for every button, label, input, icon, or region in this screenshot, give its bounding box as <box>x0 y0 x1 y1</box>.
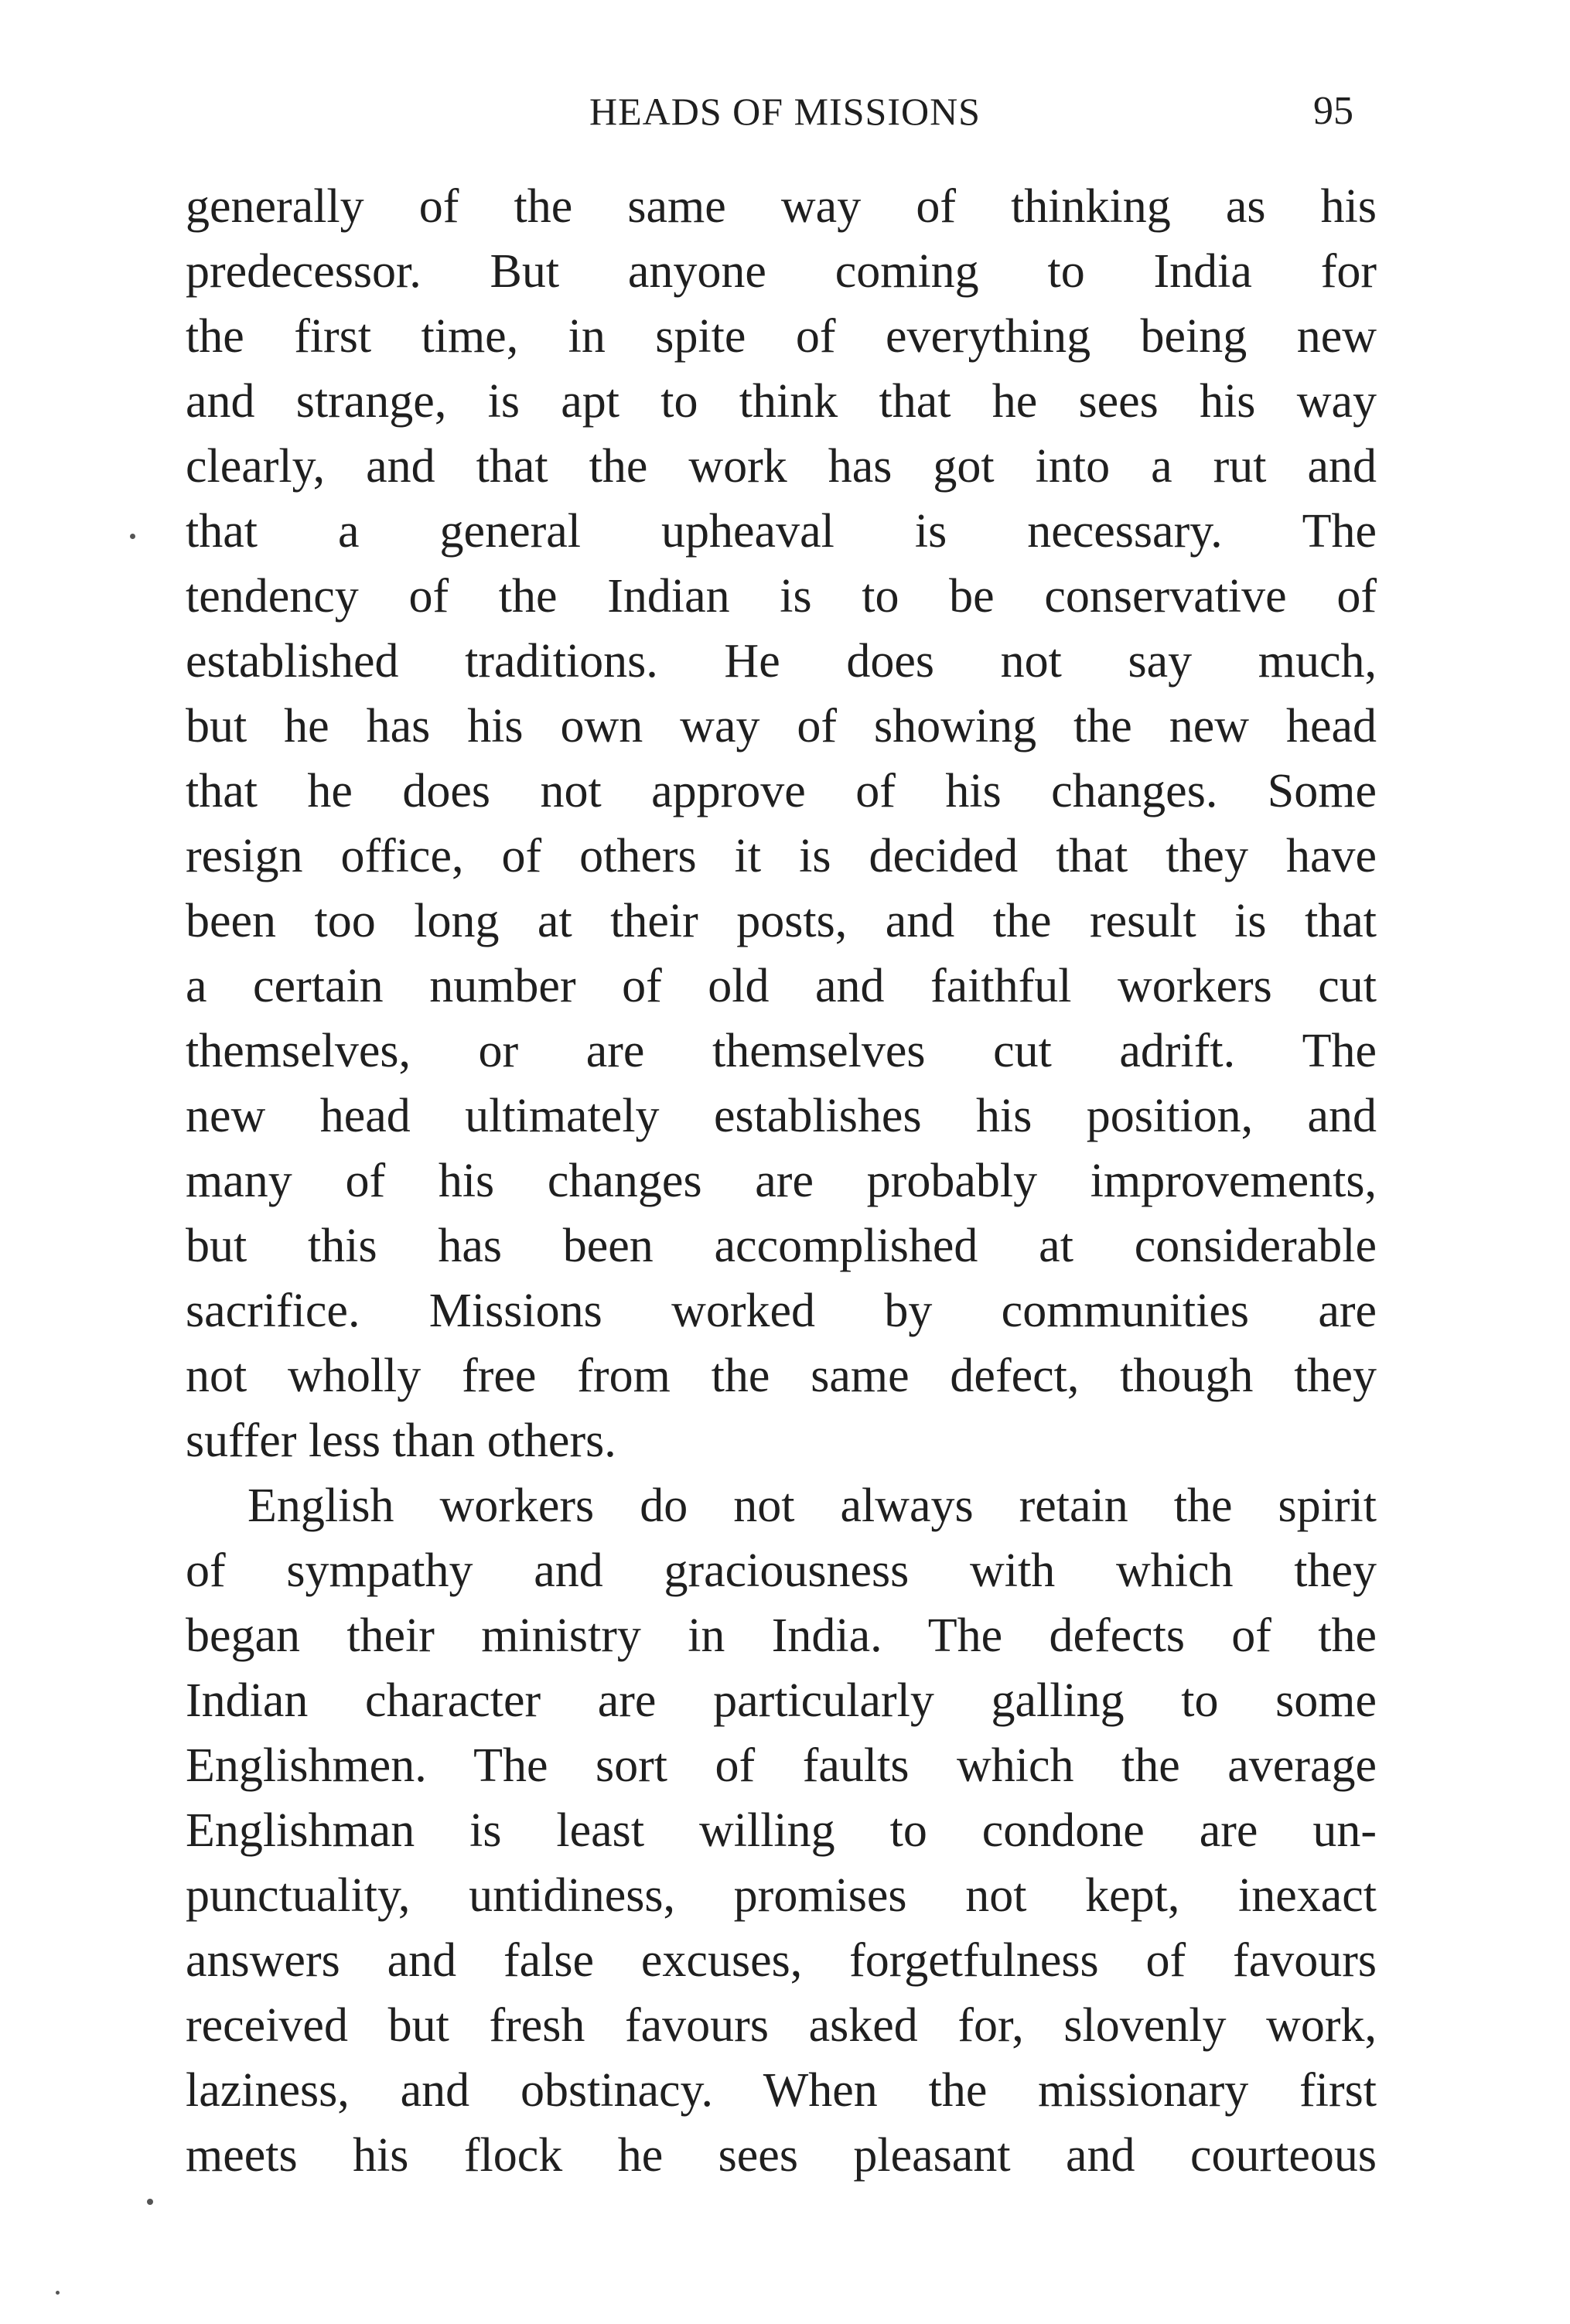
text-line: a certain number of old and faithful workers cut <box>186 960 1377 1012</box>
text-line: themselves, or are themselves cut adrift. The <box>186 1025 1377 1077</box>
body-text <box>186 174 1377 2188</box>
text-line: received but fresh favours asked for, slovenly work, <box>186 1999 1377 2052</box>
text-line: the first time, in spite of everything being new <box>186 310 1377 363</box>
text-line: established traditions. He does not say much, <box>186 635 1377 688</box>
text-line: meets his flock he sees pleasant and courteous <box>186 2129 1377 2182</box>
scan-speck <box>147 2199 153 2205</box>
text-line: generally of the same way of thinking as his <box>186 180 1377 233</box>
text-line: that a general upheaval is necessary. The <box>186 505 1377 558</box>
text-line: new head ultimately establishes his position, and <box>186 1090 1377 1142</box>
scan-speck <box>130 534 135 539</box>
text-line: that he does not approve of his changes. Some <box>186 765 1377 817</box>
text-line: Indian character are particularly galling to some <box>186 1674 1377 1727</box>
text-line: sacrifice. Missions worked by communities are <box>186 1285 1377 1337</box>
text-line: resign office, of others it is decided that they have <box>186 830 1377 882</box>
page-number: 95 <box>1313 89 1353 133</box>
running-title: HEADS OF MISSIONS <box>589 90 981 133</box>
running-head <box>0 80 1570 142</box>
text-line: clearly, and that the work has got into a rut and <box>186 440 1377 493</box>
text-line: began their ministry in India. The defects of the <box>186 1609 1377 1662</box>
text-line: tendency of the Indian is to be conservative of <box>186 570 1377 623</box>
text-line: laziness, and obstinacy. When the missionary first <box>186 2064 1377 2117</box>
text-line: many of his changes are probably improvements, <box>186 1155 1377 1207</box>
text-line: been too long at their posts, and the result is that <box>186 895 1377 947</box>
text-line: suffer less than others. <box>186 1415 616 1467</box>
text-line: but he has his own way of showing the new head <box>186 700 1377 752</box>
text-line: predecessor. But anyone coming to India for <box>186 245 1377 298</box>
text-line: English workers do not always retain the spirit <box>247 1479 1377 1532</box>
text-line: but this has been accomplished at considerable <box>186 1220 1377 1272</box>
text-line: and strange, is apt to think that he sees his way <box>186 375 1377 428</box>
text-line: punctuality, untidiness, promises not kept, inexact <box>186 1869 1377 1922</box>
text-line: of sympathy and graciousness with which they <box>186 1544 1377 1597</box>
text-line: Englishman is least willing to condone are un- <box>186 1804 1377 1857</box>
text-line: not wholly free from the same defect, though they <box>186 1350 1377 1402</box>
scan-speck <box>56 2291 60 2295</box>
paragraph <box>186 174 1377 1473</box>
text-line: Englishmen. The sort of faults which the average <box>186 1739 1377 1792</box>
paragraph <box>186 1473 1377 2188</box>
text-line: answers and false excuses, forgetfulness of favours <box>186 1934 1377 1987</box>
